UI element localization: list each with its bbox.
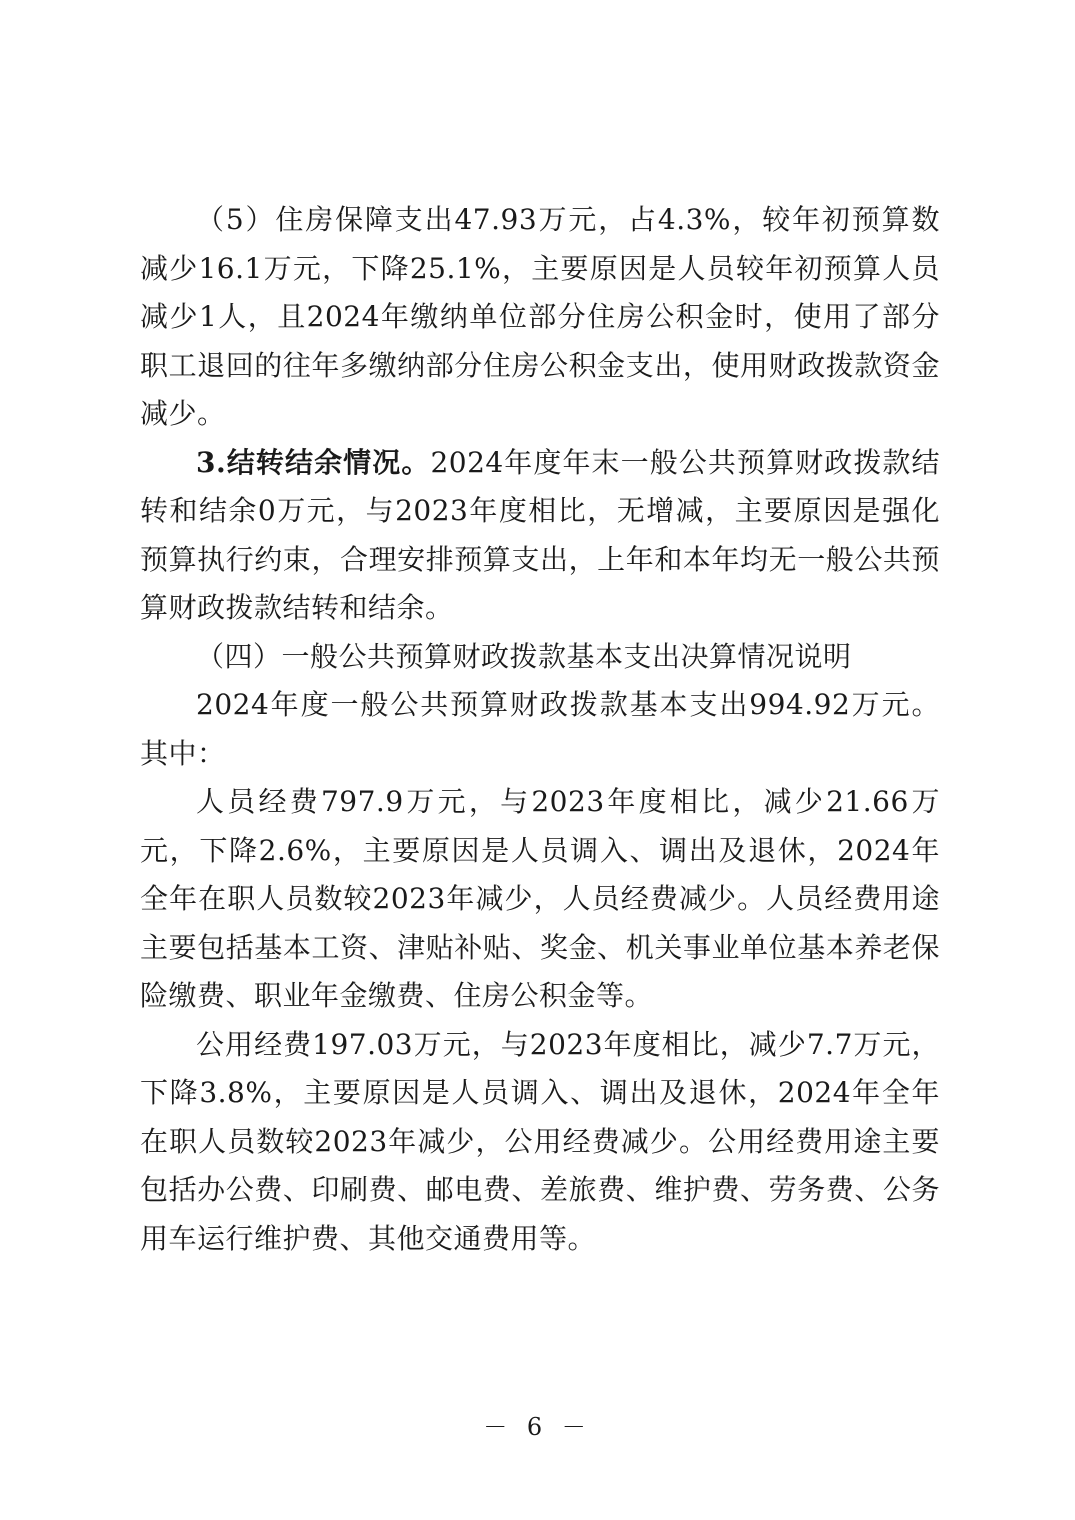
page-number: － 6 －	[483, 1413, 592, 1441]
paragraph-text: 2024年度一般公共预算财政拨款基本支出994.92万元。其中：	[140, 688, 940, 770]
paragraph-basic-expenditure-total	[140, 681, 940, 778]
document-body	[140, 196, 940, 1263]
section-heading-basic-expenditure	[140, 633, 940, 682]
paragraph-personnel-expenses	[140, 778, 940, 1021]
paragraph-housing-expenditure	[140, 196, 940, 439]
paragraph-public-expenses	[140, 1021, 940, 1264]
section-heading-text: （四）一般公共预算财政拨款基本支出决算情况说明	[196, 639, 852, 673]
paragraph-lead-heading: 3.结转结余情况。	[196, 445, 431, 479]
paragraph-text: 人员经费797.9万元，与2023年度相比，减少21.66万元，下降2.6%，主要原因是人员调入、调出及退休，2024年全年在职人员数较2023年减少，人员经费减少。人员经费用途主要包括基本工资、津贴补贴、奖金、机关事业单位基本养老保险缴费、职业年金缴费、住房公积金等。	[140, 785, 940, 1012]
paragraph-carryover-balance	[140, 439, 940, 633]
paragraph-text: 公用经费197.03万元，与2023年度相比，减少7.7万元，下降3.8%，主要原因是人员调入、调出及退休，2024年全年在职人员数较2023年减少，公用经费减少。公用经费用途主要包括办公费、印刷费、邮电费、差旅费、维护费、劳务费、公务用车运行维护费、其他交通费用等。	[140, 1027, 940, 1255]
paragraph-text: 2024年度年末一般公共预算财政拨款结转和结余0万元，与2023年度相比，无增减，主要原因是强化预算执行约束，合理安排预算支出，上年和本年均无一般公共预算财政拨款结转和结余。	[140, 445, 941, 624]
paragraph-text: （5）住房保障支出47.93万元，占4.3%，较年初预算数减少16.1万元，下降25.1%，主要原因是人员较年初预算人员减少1人，且2024年缴纳单位部分住房公积金时，使用了部分职工退回的往年多缴纳部分住房公积金支出，使用财政拨款资金减少。	[140, 203, 940, 430]
